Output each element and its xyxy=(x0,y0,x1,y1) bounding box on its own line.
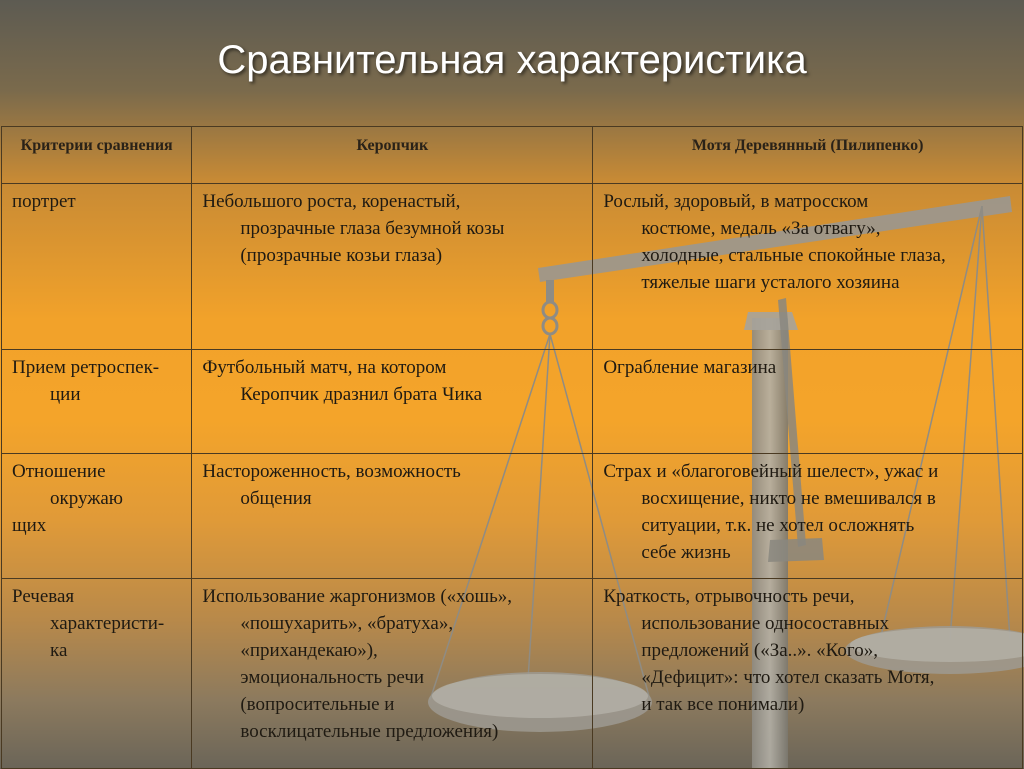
criterion-cell: портрет xyxy=(2,184,192,350)
keropchik-cell: Настороженность, возможность общения xyxy=(192,454,593,579)
table-row xyxy=(2,350,1023,454)
criterion-cell: Речевая характеристи- ка xyxy=(2,579,192,769)
header-criteria: Критерии сравнения xyxy=(2,127,192,184)
criterion-cell: Прием ретроспек- ции xyxy=(2,350,192,454)
motya-cell: Ограбление магазина xyxy=(593,350,1023,454)
table-row xyxy=(2,184,1023,350)
keropchik-cell: Использование жаргонизмов («хошь», «пошухарить», «братуха», «прихандекаю»), эмоциональность речи (вопросительные и восклицательные предложения) xyxy=(192,579,593,769)
header-keropchik: Керопчик xyxy=(192,127,593,184)
motya-cell: Рослый, здоровый, в матросском костюме, медаль «За отвагу», холодные, стальные спокойные глаза, тяжелые шаги усталого хозяина xyxy=(593,184,1023,350)
table-header-row xyxy=(2,127,1023,184)
table-row xyxy=(2,454,1023,579)
motya-cell: Страх и «благоговейный шелест», ужас и восхищение, никто не вмешивался в ситуации, т.к. не хотел осложнять себе жизнь xyxy=(593,454,1023,579)
keropchik-cell: Небольшого роста, коренастый, прозрачные глаза безумной козы (прозрачные козьи глаза) xyxy=(192,184,593,350)
comparison-table xyxy=(1,126,1023,769)
criterion-cell: Отношение окружаю щих xyxy=(2,454,192,579)
header-motya: Мотя Деревянный (Пилипенко) xyxy=(593,127,1023,184)
table-row xyxy=(2,579,1023,769)
keropchik-cell: Футбольный матч, на котором Керопчик дразнил брата Чика xyxy=(192,350,593,454)
motya-cell: Краткость, отрывочность речи, использование односоставных предложений («За..». «Кого», «Дефицит»: что хотел сказать Мотя, и так все понимали) xyxy=(593,579,1023,769)
slide-title: Сравнительная характеристика xyxy=(217,38,807,82)
